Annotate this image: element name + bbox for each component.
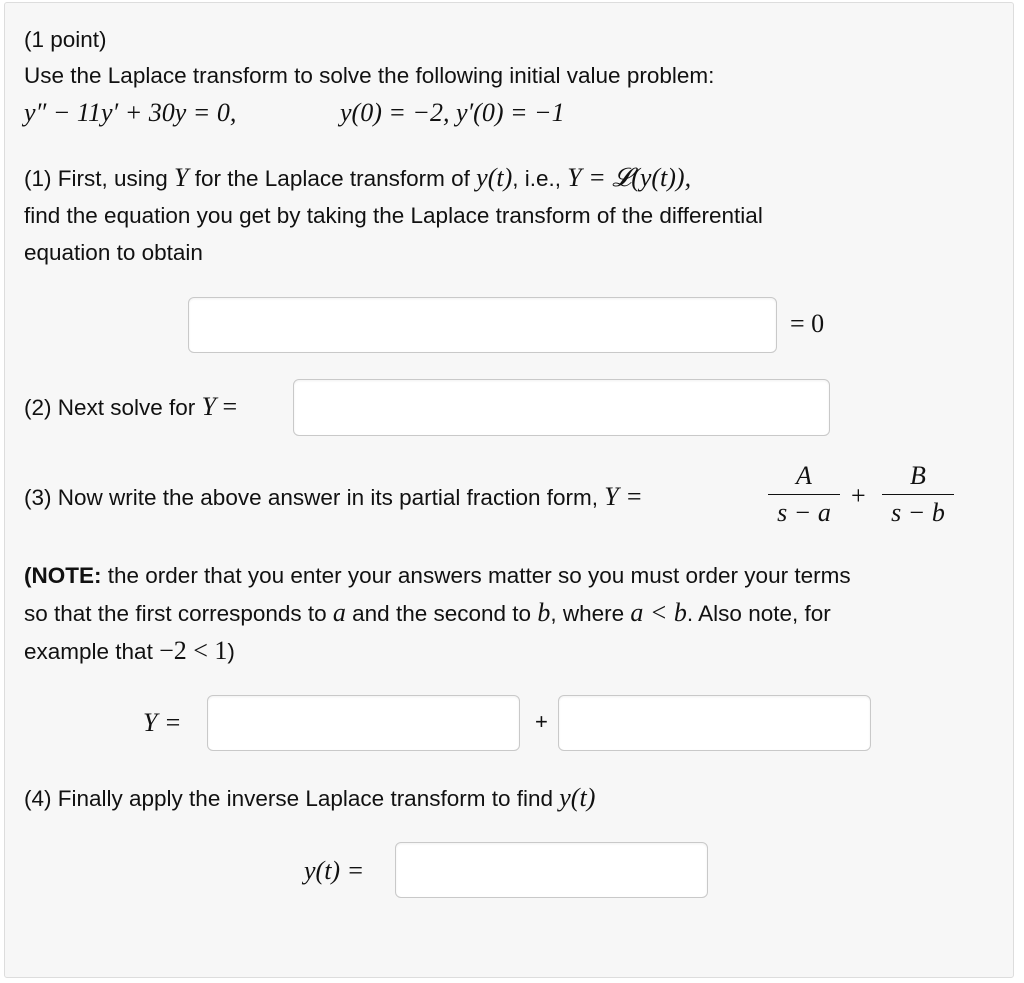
step1-line2: find the equation you get by taking the Laplace transform of the differential [24, 203, 763, 228]
partial-lhs-text: Y = [143, 708, 182, 737]
points-label: (1 point) [24, 27, 107, 52]
fraction-a-bar [768, 494, 840, 495]
partial-lhs [143, 708, 182, 738]
step1-text-c: , i.e., [512, 166, 568, 191]
step1-line3: equation to obtain [24, 240, 203, 265]
laplace-equation-input[interactable] [188, 297, 777, 353]
note-line1 [24, 562, 851, 590]
step3-lhs: Y = [604, 482, 643, 511]
fraction-b-denominator: s − b [891, 498, 945, 527]
step3-label [24, 483, 643, 512]
step2-var: Y [201, 392, 217, 421]
step4-text: (4) Finally apply the inverse Laplace transform to find [24, 786, 560, 811]
step1-definition: Y = 𝓛(y(t)), [567, 163, 692, 192]
fraction-a-numerator: A [796, 461, 812, 490]
note-text-2a: so that the first corresponds to [24, 601, 333, 626]
fraction-a-denominator: s − a [777, 498, 831, 527]
fraction-b [882, 460, 954, 529]
note-text-3a: example that [24, 639, 160, 664]
inverse-laplace-input[interactable] [395, 842, 708, 898]
fraction-a [768, 460, 840, 529]
note-text-2b: and the second to [345, 601, 538, 626]
step2-text: (2) Next solve for [24, 395, 202, 420]
yt-lhs [304, 856, 364, 886]
step4-yt: y(t) [559, 783, 596, 812]
partial-fraction-second-input[interactable] [558, 695, 871, 751]
note-line2 [24, 599, 831, 628]
fraction-b-numerator: B [910, 461, 926, 490]
partial-plus: + [535, 709, 548, 734]
note-text-2d: . Also note, for [686, 601, 831, 626]
step1-line1 [24, 164, 691, 193]
note-text-2c: , where [550, 601, 631, 626]
solve-for-y-input[interactable] [293, 379, 830, 436]
step3-text: (3) Now write the above answer in its partial fraction form, [24, 485, 605, 510]
initial-conditions-text: y(0) = −2, y′(0) = −1 [340, 98, 565, 127]
ode-text: y″ − 11y′ + 30y = 0, [24, 98, 237, 127]
note-a-less-b: a < b [630, 598, 687, 627]
note-bold: (NOTE: [24, 563, 102, 588]
note-line3 [24, 637, 235, 666]
step1-var-y: Y [174, 163, 189, 192]
note-text-3b: ) [227, 639, 235, 664]
step1-yt: y(t) [476, 163, 513, 192]
fraction-b-bar [882, 494, 954, 495]
equals-zero-text: = 0 [790, 309, 825, 338]
fraction-plus-text: + [851, 481, 866, 510]
partial-fraction-first-input[interactable] [207, 695, 520, 751]
equals-zero [790, 309, 824, 339]
step1-text-a: (1) First, using [24, 166, 175, 191]
ode-equation [24, 98, 236, 128]
problem-intro: Use the Laplace transform to solve the following initial value problem: [24, 63, 715, 88]
fraction-plus [851, 481, 866, 511]
note-example: −2 < 1 [159, 636, 228, 665]
step2-equals: = [216, 392, 238, 421]
step2-label [24, 393, 237, 422]
note-var-b: b [537, 598, 551, 627]
yt-lhs-text: y(t) = [304, 856, 365, 885]
note-var-a: a [332, 598, 346, 627]
note-text-1: the order that you enter your answers matter so you must order your terms [101, 563, 851, 588]
step4-label [24, 784, 595, 813]
step1-text-b: for the Laplace transform of [188, 166, 477, 191]
initial-conditions [340, 98, 565, 128]
